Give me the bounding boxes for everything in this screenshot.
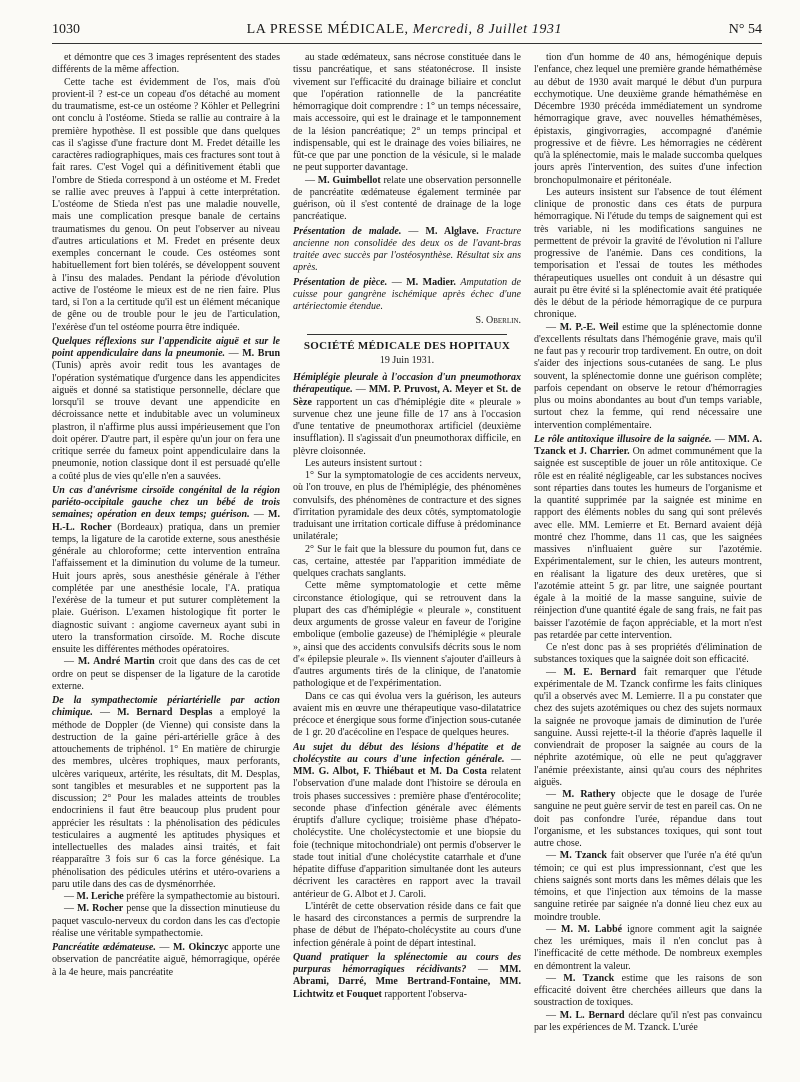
section-sympathectomie: De la sympathectomie périartérielle par action chimique. — M. Bernard Desplas a employé la méthode de Doppler (de Vienne) qui consiste dans la destruction de la gaine péri-artérielle grâce à des attouchements de triphénol. 1° En matière de chirurgie des membres, ulcères trophiques, maux perforants, ulcères variqueux, artérite, les résultats, dit M. Desplas, sont tangibles et mesurables et ne supportent pas la discussion; 2° Pour les malades atteints de troubles endocriniens il faut être beaucoup plus prudent pour apprécier les résultats : la phénolisation des pédicules testiculaires a augmenté les aptitudes physiques et intellectuelles des malades ainsi traités, et fait réapparaître 3 fois sur 6 cas la force génésique. La phénolisation des pédicules utérins et utéro-ovariens a paru utile dans des cas de dysménorrhée. [52, 695, 280, 890]
discussion-paragraph: — M. Rathery objecte que le dosage de l'urée sanguine ne peut guère servir de test en pareil cas. On ne doit pas confondre l'urée, répandue dans tout l'organisme, et les substances toxiques, qui sont tout autre chose. [534, 789, 762, 849]
section-hemiplegie: Hémiplégie pleurale à l'occasion d'un pneumothorax thérapeutique. — MM. P. Pruvost, A. Meyer et St. de Sèze rapportent un cas d'hémiplégie dite « pleurale » survenue chez une jeune fille de 17 ans à l'occasion d'une tentative de pneumothorax artificiel (deuxième insufflation). Il s'agissait d'un pneumothorax difficile, en plèvre cloisonnée. [293, 372, 521, 457]
author-name: M. H.-L. Rocher [52, 509, 280, 533]
discussion-text: ignore comment agit la saignée chez les urémiques, mais il n'en conclut pas à l'inefficacité de cette méthode. De nombreux exemples en démontrent la valeur. [534, 923, 762, 972]
section-presentation-piece: Présentation de pièce. — M. Madier. Amputation de cuisse pour gangrène ischémique après échec d'une artériectomie étendue. [293, 276, 521, 312]
author-name: M. André Martin [77, 656, 155, 668]
paragraph: Les auteurs insistent surtout : [305, 457, 423, 469]
author-name: M. Rocher [77, 903, 124, 915]
author-name: M. Tzanck [563, 972, 615, 984]
section-splenectomie: Quand pratiquer la splénectomie au cours des purpuras hémorragiques récidivants? — MM. Abrami, Darré, Mme Bertrand-Fontaine, MM. Lichtwitz et Fouquet rapportent l'observa- [293, 951, 521, 1000]
author-name: M. Madier. [406, 276, 456, 288]
paragraph: 1° Sur la symptomatologie de ces accidents nerveux, où l'on trouve, en plus de l'hémiplégie, des phénomènes convulsifs, des phénomènes de contracture et des signes d'irritation pyramidale des deux côtés, symptomatologie traduisant une irritation corticale diffuse à prédominance unilatérale; [293, 470, 521, 543]
author-name: M. Okinczyc [172, 942, 229, 953]
paragraph: L'intérêt de cette observation réside dans ce fait que le hasard des circonstances a permis de surprendre la phase de début de l'hépato-cholécystite au cours d'une infection générale à point de départ intestinal. [293, 900, 521, 949]
section-saignee: Le rôle antitoxique illusoire de la saignée. — MM. A. Tzanck et J. Charrier. On admet communément que la saignée est susceptible de jouer un rôle antitoxique. Ce rôle est en réalité négligeable, car les substances nocives sont réparties dans toutes les humeurs de l'organisme et la quantité supprimée par la saignée est minime en rapport des éléments nobles du sang qui sont prélevés avec elle. MM. Lemierre et Et. Bernard avaient déjà montré chez l'homme, dans 11 cas, que les saignées massives n'influaient guère sur l'azotémie. Expérimentalement, sur le chien, les auteurs montrent, en réalisant la ligature des deux uretères, que si l'azotémie atteint 5 gr. par litre, une saignée pourtant égale à la moitié de la masse sanguine, suivie de réinjection d'une quantité égale de sang frais, ne fait pas baisser l'azotémie de façon appréciable, et la mort n'est pas retardée par cette intervention. [534, 433, 762, 641]
author-name: MM. P. Pruvost, A. Meyer et St. de Sèze [293, 384, 521, 408]
author-name: MM. A. Tzanck et J. Charrier. [534, 433, 762, 457]
author-name: M. P.-E. Weil [559, 321, 619, 333]
author-name: M. M. Labbé [561, 923, 623, 935]
discussion-paragraph: — M. P.-E. Weil estime que la splénectomie donne d'excellents résultats dans l'hémogénie grave, mais qu'il ne faut pas y recourir trop tardivement. En outre, on doit s'aider des injections sous-cutanées de sang. Le plus souvent, la splénectomie donne une guérison complète; parfois cependant on observe le retour d'hémorragies plus ou moins abondantes au bout d'un temps variable, surtout chez la femme, qui rend nécessaire une intervention complémentaire. [534, 321, 762, 431]
section-heading: Présentation de pièce. [293, 276, 388, 288]
section-body: (Tunis) après avoir redit tous les avantages de l'opération systématique d'urgence dans les appendicites aiguës et donné sa statistique personnelle, déclare que lorsqu'il se trouve devant une appendicite en décroissance nette et indubitable avec un volumineux plastron, il n'affirme plus aussi impérieusement que l'on doit opérer. D'autre part, il espère qu'un jour on fera une critique serrée du fameux point appendiculaire dans la pneumonie, notion classique dont il est persuadé qu'elle a coûté plus de vies qu'elle n'en a sauvées. [52, 360, 280, 482]
section-body: a employé la méthode de Doppler (de Vienne) qui consiste dans la destruction de la gaine péri-artérielle grâce à des attouchements de triphénol. 1° En matière de chirurgie des membres, ulcères trophiques, maux perforants, ulcères variqueux, artérite, les résultats, dit M. Desplas, sont tangibles et mesurables et ne supportent pas la discussion; 2° Pour les malades atteints de troubles endocriniens il faut être beaucoup plus prudent pour apprécier les résultats : la phénolisation des pédicules testiculaires a augmenté les aptitudes physiques et intellectuelles des malades ainsi traités, et fait réapparaître 3 fois sur 6 cas la force génésique. La phénolisation des pédicules utérins et utéro-ovariens a paru utile dans des cas de dysménorrhée. [52, 707, 280, 890]
society-title: SOCIÉTÉ MÉDICALE DES HOPITAUX [303, 339, 511, 352]
discussion-text: estime que les raisons de son efficacité doivent être cherchées ailleurs que dans la soustraction de toxiques. [534, 972, 762, 1009]
discussion-text: préfère la sympathectomie au bistouri. [126, 891, 280, 902]
author-name: MM. Abrami, Darré, Mme Bertrand-Fontaine, MM. Lichtwitz et Fouquet [293, 964, 521, 1000]
page-header [52, 22, 762, 44]
discussion-text: pense que la dissection minutieuse du paquet vasculo-nerveux du cordon dans les cas d'ectopie réalise une véritable sympathectomie. [52, 903, 280, 939]
section-body: rapportent un cas d'hémiplégie dite « pleurale » survenue chez une jeune fille de 17 ans à l'occasion d'une tentative de pneumothorax artificiel (deuxième insufflation). Il s'agissait d'un pneumothorax difficile, en plèvre cloisonnée. [293, 396, 521, 457]
section-body: Fracture ancienne non consolidée des deux os de l'avant-bras traitée avec succès par l'ostéosynthèse. Résultat six ans après. [293, 225, 521, 274]
section-heading: Présentation de malade. [293, 225, 402, 237]
paragraph: Cette tache est évidemment de l'os, mais d'où provient-il ? est-ce un copeau d'os détaché au moment du traumatisme, est-ce un ostéome ? Köhler et Pellegrini ont conclu à l'ostéome. Stieda se rallie au contraire à la première hypothèse. Il est possible que dans quelques cas il s'agisse d'une fracture dont M. Fredet détaille les caractères radiographiques, mais ces fractures sont tout à fait rares. C'est Vogel qui a définitivement établi que l'ombre de Stieda correspond à un ostéome et M. Fredet se rallie avec preuves à l'appui à cette interprétation. L'ostéome de Stieda n'est pas une maladie nouvelle, mais une complication presque banale de certains traumatismes du genou. On peut l'observer au niveau d'autres articulations et M. Fredet en présente deux exemples concernant le coude. Ces ostéomes sont habituellement fort bien tolérés, se développent souvent à l'insu des malades. Pendant la période d'évolution active de l'ostéome le mieux est de ne rien faire. Plus tard, si l'on a la certitude qu'il est un élément mécanique de gêne ou de trouble pour le jeu de l'articulation, l'exérèse d'un tel ostéome pourra être indiquée. [52, 76, 280, 333]
discussion-paragraph: — M. André Martin croit que dans des cas de cet ordre on peut se dispenser de la ligature de la carotide externe. [52, 656, 280, 692]
author-name: M. Alglave. [425, 225, 479, 237]
column-3 [534, 52, 762, 1082]
discussion-text: déclare qu'il n'est pas convaincu par les expériences de M. Tzanck. L'urée [534, 1009, 762, 1033]
discussion-text: croit que dans des cas de cet ordre on peut se dispenser de la ligature de la carotide externe. [52, 656, 280, 692]
author-name: M. Tzanck [559, 850, 607, 862]
journal-title [247, 22, 562, 38]
discussion-text: fait remarquer que l'étude expérimentale de M. Tzanck confirme les faits cliniques qu'il a observés avec M. Lemierre. Il a pu constater que chez des sujets azotémiques ou chez des sujets normaux la saignée ne provoque jamais de diminution de l'urée sanguine. Aussi rejette-t-il la théorie d'après laquelle il conviendrait de proposer la saignée au cours de la néphrite azotémique, où elle ne peut qu'aggraver l'anémie préexistante, ainsi qu'au cours des néphrites aiguës. [534, 666, 762, 788]
discussion-paragraph: — M. E. Bernard fait remarquer que l'étude expérimentale de M. Tzanck confirme les faits cliniques qu'il a observés avec M. Lemierre. Il a pu constater que chez des sujets azotémiques ou chez des sujets normaux la saignée ne provoque jamais de diminution de l'urée sanguine. Aussi rejette-t-il la théorie d'après laquelle il conviendrait de proposer la saignée au cours de la néphrite azotémique, où elle ne peut qu'aggraver l'anémie préexistante, ainsi qu'au cours des néphrites aiguës. [534, 666, 762, 788]
section-body: On admet communément que la saignée est susceptible de jouer un rôle antitoxique. Ce rôle est en réalité négligeable, car les substances nocives sont réparties dans toutes les humeurs de l'organisme et la quantité supprimée par la saignée est minime en rapport des éléments nobles du sang qui sont prélevés avec elle. MM. Lemierre et Et. Bernard avaient déjà montré chez l'homme, dans 11 cas, que les saignées massives n'influaient guère sur l'azotémie. Expérimentalement, sur le chien, les auteurs montrent, en réalisant la ligature des deux uretères, que si l'azotémie atteint 5 gr. par litre, une saignée pourtant égale à la moitié de la masse sanguine, suivie de réinjection d'une quantité égale de sang frais, ne fait pas baisser l'azotémie de façon appréciable, et la mort n'est pas retardée par cette intervention. [534, 446, 762, 641]
issue-number: N° 54 [728, 22, 762, 37]
session-date: 19 Juin 1931. [379, 354, 435, 366]
author-name: M. L. Bernard [559, 1009, 625, 1021]
column-1 [52, 52, 280, 1082]
paragraph: au stade œdémateux, sans nécrose constituée dans le tissu pancréatique, et sans stéatonécrose. Il insiste vivement sur l'efficacité du drainage biliaire et conclut que l'opération rationnelle de la pancréatite hémorragique doit comprendre : 1° un temps nécessaire, mais accessoire, qui est le drainage et le tamponnement de la lésion pancréatique; 2° un temps principal et indispensable, qui est le drainage des voies biliaires, ne fût-ce que par une ponction de la vésicule, si le malade ne peut supporter davantage. [293, 52, 521, 174]
section-hepatite: Au sujet du début des lésions d'hépatite et de cholécystite au cours d'une infection générale. — MM. G. Albot, F. Thiébaut et M. Da Costa relatent l'observation d'une malade dont l'histoire se déroula en trois phases successives : première phase d'entérocolite; seconde phase d'infection générale avec éléments éruptifs d'allure cyclique; troisième phase d'hépato-cholécystite. Une cholécystectomie et une biopsie du foie (technique mitochondriale) ont permis d'observer le stade tout initial d'une cholécystite catarrhale et d'une hépatite diffuse d'apparition simultanée dont les auteurs décrivent les caractères en rapport avec la travail antérieur de G. Albot et J. Caroli. [293, 741, 521, 900]
section-body: (Bordeaux) pratiqua, dans un premier temps, la ligature de la carotide externe, sous anesthésie générale au chloroforme; cette intervention entraîna l'affaissement et la diminution du volume de la tumeur. Huit jours après, sous anesthésie générale à l'éther complétée par une anesthésie locale, l'A. pratiqua l'exérèse de la tumeur et put suturer complètement la plaie. Guérison. L'examen histologique fit porter le diagnostic suivant : angiome caverneux ayant subi in utero la transformation cirsoïde. M. Roche discute ensuite les différentes méthodes opératoires. [52, 521, 280, 655]
section-body: apporte une observation de pancréatite aiguë, hémorragique, opérée à la 4e heure, mais pancréatite [52, 942, 280, 978]
section-heading: Pancréatite œdémateuse. [52, 942, 156, 953]
paragraph: Les auteurs insistent sur l'absence de tout élément clinique de pronostic dans ces états de purpura hémorragique. Ni l'étude du temps de saignement qui est très variable, ni les modifications sanguines ne permettent de prévoir la gravité de l'évolution ni l'allure progressive de l'anémie. Dans ces conditions, la temporisation et l'essai de toutes les méthodes thérapeutiques usuelles ont conduit à un désastre qui aurait pu être évité si la splénectomie avait été pratiquée dès le début de la période hémorragique de ce purpura chronique. [534, 186, 762, 321]
section-divider [307, 334, 507, 335]
discussion-text: objecte que le dosage de l'urée sanguine ne peut guère servir de test en pareil cas. On ne doit pas confondre l'urée, répandue dans tout l'organisme, et les substances toxiques, qui sont tout autre chose. [534, 789, 762, 849]
section-body: rapportent l'observa- [384, 988, 467, 1000]
page-number: 1030 [52, 22, 80, 37]
discussion-paragraph: — M. M. Labbé ignore comment agit la saignée chez les urémiques, mais il n'en conclut pas à l'inefficacité de cette méthode. De nombreux exemples en démontrent la valeur. [534, 923, 762, 972]
discussion-paragraph: — M. Leriche préfère la sympathectomie au bistouri. [64, 891, 280, 902]
section-heading: Hémiplégie pleurale à l'occasion d'un pneumothorax thérapeutique. [293, 372, 521, 396]
section-heading: Un cas d'anévrisme cirsoïde congénital de la région pariéto-occipitale gauche chez un bébé de trois semaines; opération en deux temps; guérison. [52, 484, 280, 521]
author-name: M. E. Bernard [563, 666, 637, 678]
discussion-paragraph: — M. Tzanck estime que les raisons de son efficacité doivent être cherchées ailleurs que dans la soustraction de toxiques. [534, 972, 762, 1009]
paragraph: Ce n'est donc pas à ses propriétés d'élimination de substances toxiques que la saignée doit son efficacité. [534, 642, 762, 666]
paragraph: tion d'un homme de 40 ans, hémogénique depuis l'enfance, chez lequel une première grande hémathémèse au début de 1930 avait marqué le début d'un purpura ecchymotique. Une deuxième grande hémathémèse en Décembre 1930 précéda immédiatement un syndrome hémorragique grave, avec nouvelles hémathémèses, épistaxis, gingivorragies, accompagné d'anémie progressive et de fièvre. Les hémorragies ne cédèrent qu'à la splénectomie, mais le malade succomba quelques jours après l'intervention, des suites d'une infection bronchopulmonaire et péritonéale. [534, 52, 762, 186]
author-name: M. Rathery [562, 789, 616, 800]
section-body: relatent l'observation d'une malade dont l'histoire se déroula en trois phases successives : première phase d'entérocolite; seconde phase d'infection générale avec éléments éruptifs d'allure cyclique; troisième phase d'hépato-cholécystite. Une cholécystectomie et une biopsie du foie (technique mitochondriale) ont permis d'observer le stade tout initial d'une cholécystite catarrhale et d'une hépatite diffuse d'apparition simultanée dont les auteurs décrivent les caractères en rapport avec la travail antérieur de G. Albot et J. Caroli. [293, 766, 521, 900]
journal-name: LA PRESSE MÉDICALE, [246, 22, 409, 37]
discussion-text: relate une observation personnelle de pancréatite œdémateuse également terminée par guérison, où il s'est contenté de drainage de la loge pancréatique. [293, 174, 521, 223]
section-heading: Quelques réflexions sur l'appendicite aiguë et sur le point appendiculaire dans la pneumonie. [52, 335, 280, 359]
paragraph: Dans ce cas qui évolua vers la guérison, les auteurs avaient mis en œuvre une thérapeutique vaso-dilatatrice précoce et énergique sous forme d'injection sous-cutanée de 1 gr. 20 d'acécoline en l'espace de quelques heures. [293, 690, 521, 739]
paragraph: et démontre que ces 3 images représentent des stades différents de la même affection. [52, 52, 280, 76]
section-presentation-malade: Présentation de malade. — M. Alglave. Fracture ancienne non consolidée des deux os de l'avant-bras traitée avec succès par l'ostéosynthèse. Résultat six ans après. [293, 225, 521, 274]
paragraph: Cette même symptomatologie et cette même circonstance étiologique, qui se retrouvent dans la plupart des cas d'hémiplégie « pleurale », constituent deux arguments de grosse valeur en faveur de l'origine embolique (embolie gazeuse) de l'hémiplégie « pleurale », ainsi que des accidents convulsifs décrits sous le nom d'« épilepsie pleurale ». Ils viennent s'ajouter d'ailleurs à d'autres arguments tirés de la clinique, de l'anatomie pathologique et de l'expérimentation. [293, 580, 521, 690]
author-name: M. Bernard Desplas [117, 707, 213, 719]
issue-date: Mercredi, 8 Juillet 1931 [412, 22, 563, 37]
section-heading: De la sympathectomie périartérielle par action chimique. [52, 695, 280, 719]
signature: S. Oberlin. [475, 315, 521, 327]
column-2 [293, 52, 521, 1082]
paragraph: 2° Sur le fait que la blessure du poumon fut, dans ce cas, certaine, attestée par l'apparition immédiate de quelques crachats sanglants. [293, 543, 521, 579]
author-name: M. Guimbellot [317, 174, 381, 186]
section-appendicite: Quelques réflexions sur l'appendicite aiguë et sur le point appendiculaire dans la pneumonie. — M. Brun (Tunis) après avoir redit tous les avantages de l'opération systématique d'urgence dans les appendicites aiguës et donné sa statistique personnelle, déclare que lorsqu'il se trouve devant une appendicite en décroissance nette et indubitable avec un volumineux plastron, il n'affirme plus aussi impérieusement que l'on doit opérer. D'autre part, il espère qu'un jour on fera une critique serrée du fameux point appendiculaire dans la pneumonie, notion classique dont il est persuadé qu'elle a coûté plus de vies qu'elle n'en a sauvées. [52, 335, 280, 482]
discussion-paragraph: — M. L. Bernard déclare qu'il n'est pas convaincu par les expériences de M. Tzanck. L'urée [534, 1009, 762, 1033]
section-heading: Au sujet du début des lésions d'hépatite et de cholécystite au cours d'une infection générale. [293, 741, 521, 765]
section-body: Amputation de cuisse pour gangrène ischémique après échec d'une artériectomie étendue. [293, 276, 521, 312]
author-name: M. Brun [242, 348, 280, 359]
section-heading: Le rôle antitoxique illusoire de la saignée. [534, 433, 712, 445]
discussion-text: fait observer que l'urée n'a été qu'un témoin; ce qui est plus impressionnant, c'est que les chiens saignés sont morts dans les mêmes délais que les témoins, et que l'injection aux témoins de la masse sanguine retirée par saignée n'a donné lieu chez eux au moindre trouble. [534, 850, 762, 923]
discussion-paragraph: — M. Tzanck fait observer que l'urée n'a été qu'un témoin; ce qui est plus impressionnant, c'est que les chiens saignés sont morts dans les mêmes délais que les témoins, et que l'injection aux témoins de la masse sanguine retirée par saignée n'a donné lieu chez eux au moindre trouble. [534, 850, 762, 923]
section-heading: Quand pratiquer la splénectomie au cours des purpuras hémorragiques récidivants? [293, 951, 521, 975]
article-columns [52, 52, 762, 1082]
discussion-text: estime que la splénectomie donne d'excellents résultats dans l'hémogénie grave, mais qu'il ne faut pas y recourir trop tardivement. En outre, on doit s'aider des injections sous-cutanées de sang. Le plus souvent, la splénectomie donne une guérison complète; parfois cependant on observe le retour d'hémorragies plus ou moins abondantes au bout d'un temps variable, surtout chez la femme, qui rend nécessaire une intervention complémentaire. [534, 321, 762, 431]
discussion-paragraph: — M. Rocher pense que la dissection minutieuse du paquet vasculo-nerveux du cordon dans les cas d'ectopie réalise une véritable sympathectomie. [52, 903, 280, 939]
section-anevrisme: Un cas d'anévrisme cirsoïde congénital de la région pariéto-occipitale gauche chez un bébé de trois semaines; opération en deux temps; guérison. — M. H.-L. Rocher (Bordeaux) pratiqua, dans un premier temps, la ligature de la carotide externe, sous anesthésie générale au chloroforme; cette intervention entraîna l'affaissement et la diminution du volume de la tumeur. Huit jours après, sous anesthésie générale à l'éther complétée par une anesthésie locale, l'A. pratiqua l'exérèse de la tumeur et put suturer complètement la plaie. Guérison. L'examen histologique fit porter le diagnostic suivant : angiome caverneux ayant subi in utero la transformation cirsoïde. M. Roche discute ensuite les différentes méthodes opératoires. [52, 484, 280, 655]
author-name: MM. G. Albot, F. Thiébaut et M. Da Costa [293, 766, 487, 777]
discussion-paragraph: — M. Guimbellot relate une observation personnelle de pancréatite œdémateuse également terminée par guérison, où il s'est contenté de drainage de la loge pancréatique. [293, 174, 521, 223]
section-pancreatite: Pancréatite œdémateuse. — M. Okinczyc apporte une observation de pancréatite aiguë, hémorragique, opérée à la 4e heure, mais pancréatite [52, 942, 280, 978]
author-name: M. Leriche [76, 891, 124, 902]
